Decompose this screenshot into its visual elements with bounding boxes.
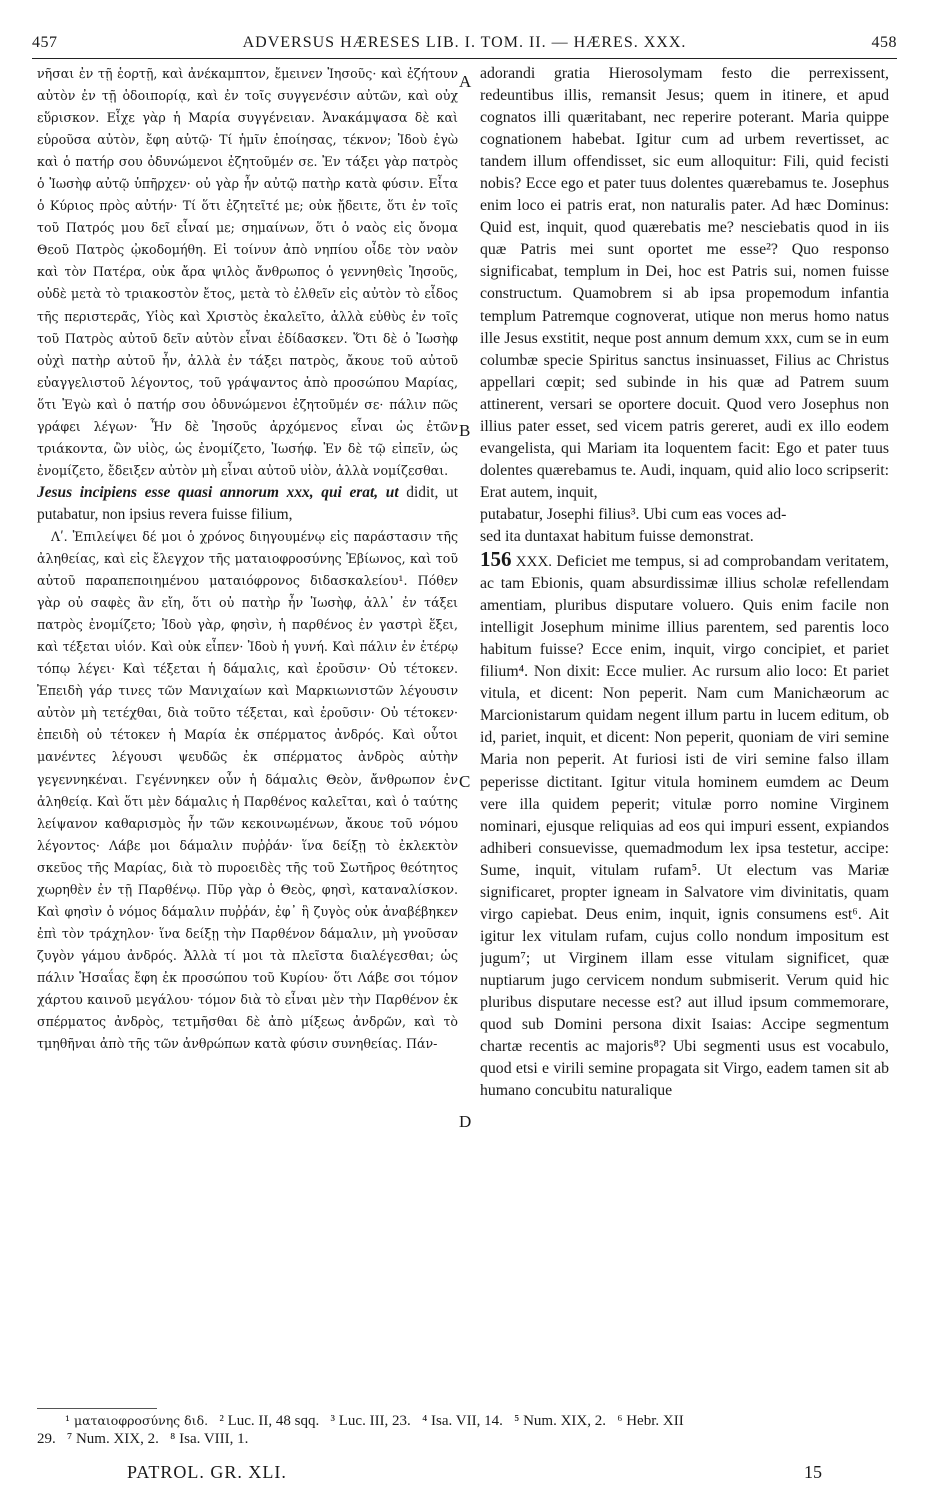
greek-column — [37, 63, 458, 1055]
collection-label: PATROL. GR. XLI. — [127, 1462, 287, 1482]
footnote-6-continued: 29. — [37, 1431, 56, 1447]
section-heading: XXX. — [515, 554, 553, 571]
margin-marker-c: C — [459, 772, 471, 791]
running-header — [32, 32, 897, 58]
footnote-6: ⁶ Hebr. XII — [617, 1413, 684, 1429]
margin-marker-d: D — [459, 1112, 472, 1131]
latin-lemma-line — [37, 482, 458, 526]
latin-paragraph-1-end: sed ita duntaxat habitum fuisse demonstrat. — [480, 527, 754, 545]
lemma-continuation: didit, ut putabatur, non ipsius revera fuisse filium, — [37, 483, 458, 523]
latin-paragraph-1: adorandi gratia Hierosolymam festo die perrexissent, redeuntibus illis, remansit Jesus; quem in itinere, et apud cognatos illi quæritabant, nec reperire poterant. Maria quippe cognationem habebat. Igitur cum ad urbem revertisset, ac tandem illum offendisset, sic eum alloquitur: Fili, quid fecisti nobis? Ecce ego et pater tuus dolentes quærebamus te. Josephus enim loco ei patris erat, non naturalis pater. Ad hæc Dominus: Quid est, inquit, quod quærebatis me? nesciebatis quod in iis quæ Patris mei sunt oportet me esse²? Quo responso significabat, templum in Dei, hoc est Patris sui, nomen fuisse constructum. Quamobrem si ab ipsa propemodum infantia templum Patremque cognoverat, utique non merus homo natus ille Jesus exstitit, neque post annum demum xxx, cum se in eum columbæ specie Spiritus sanctus insinuasset, Filius ac Christus appellari cœpit; sed subinde in his quæ ad Patrem suum attinerent, versari se oportere docuit. Quod vero Josephus non illius pater esset, sed vicem patris gereret, audi ex illo eodem evangelista, qui Mariam ita loquentem facit: Ego et pater tuus dolentes quærebamus te. Audi, inquam, quid alio loco scripserit: Erat autem, inquit, — [480, 65, 889, 501]
footnote-2: ² Luc. II, 48 sqq. — [219, 1413, 320, 1429]
footnote-5: ⁵ Num. XIX, 2. — [514, 1413, 606, 1429]
greek-paragraph-2: Λʹ. Ἐπιλείψει δέ μοι ὁ χρόνος διηγουμένῳ εἰς παράστασιν τῆς ἀληθείας, καὶ εἰς ἔλεγχον τῆς ματαιοφροσύνης Ἐβίωνος, καὶ τοῦ αὐτοῦ παραπεποιημένου ματαιόφρονος διδασκαλείου¹. Πόθεν γὰρ οὐ σαφὲς ἂν εἴη, ὅτι οὐ πατὴρ ἦν Ἰωσὴφ, ἀλλ᾽ ἐν τάξει πατρὸς ἐνομίζετο; Ἰδοὺ γὰρ, φησὶν, ἡ παρθένος ἐν γαστρὶ ἕξει, καὶ τέξεται υἱόν. Καὶ οὐκ εἶπεν· Ἰδοὺ ἡ γυνή. Καὶ πάλιν ἐν ἑτέρῳ τόπῳ λέγει· Καὶ τέξεται ἡ δάμαλις, καὶ ἐροῦσιν· Οὐ τέτοκεν. Ἐπειδὴ γάρ τινες τῶν Μανιχαίων καὶ Μαρκιωνιστῶν λέγουσιν αὐτὸν μὴ τετέχθαι, διὰ τοῦτο τέξεται, καὶ ἐροῦσιν· Οὐ τέτοκεν· ἐπειδὴ οὐ τέτοκεν ἡ Μαρία ἐκ σπέρματος ἀνδρός. Καὶ οὗτοι μανέντες λέγουσι ψευδῶς ἐκ σπέρματος ἀνδρὸς αὐτὴν γεγεννηκέναι. Γεγέννηκεν οὖν ἡ δάμαλις Θεὸν, ἄνθρωπον ἐν ἀληθείᾳ. Καὶ ὅτι μὲν δάμαλις ἡ Παρθένος καλεῖται, καὶ ὁ ταύτης λείψανον καθαρισμὸς ἦν τῶν κεκοινωμένων, ἄκουε τοῦ νόμου λέγοντος· Λάβε μοι δάμαλιν πυῤῥάν· ἵνα δείξῃ τὸ ἐκλεκτὸν σκεῦος τῆς Μαρίας, διὰ τὸ πυροειδὲς τῆς τοῦ Σωτῆρος θεότητος χωρηθὲν ἐν τῇ Παρθένῳ. Πῦρ γὰρ ὁ Θεὸς, φησὶ, καταναλίσκον. Καὶ φησὶν ὁ νόμος δάμαλιν πυῤῥάν, ἐφ᾽ ἣ ζυγὸς οὐκ ἀναβέβηκεν ἐπὶ τὸν τράχηλον· ἵνα δείξῃ τὴν Παρθένον δάμαλιν, μὴ γνοῦσαν ζυγὸν γάμου ἀνδρός. Ἀλλὰ τί μοι τὰ πλεῖστα διαλέγεσθαι; ὡς πάλιν Ἡσαΐας ἔφη ἐκ προσώπου τοῦ Κυρίου· ὅτι Λάβε σοι τόμον χάρτου καινοῦ μεγάλου· τόμον διὰ τὸ εἶναι μὲν τὴν Παρθένον ἐκ σπέρματος ἀνδρὸς, τετμῆσθαι δὲ ἀπὸ μίξεως ἀνδρῶν, καὶ τὸ τμηθῆναι ἀπὸ τῆς τῶν ἀνθρώπων κατὰ φύσιν συνηθείας. Πάν- — [37, 528, 458, 1052]
footnote-7: ⁷ Num. XIX, 2. — [67, 1431, 159, 1447]
page-footer — [127, 1462, 822, 1486]
footnote-8: ⁸ Isa. VIII, 1. — [170, 1431, 249, 1447]
margin-marker-b: B — [459, 421, 471, 440]
footnote-1: ¹ ματαιοφροσύνης διδ. — [65, 1413, 209, 1428]
footnote-rule — [37, 1408, 157, 1409]
running-title: ADVERSUS HÆRESES LIB. I. TOM. II. — HÆRES. XXX. — [242, 34, 687, 51]
page-number-left: 457 — [32, 34, 58, 51]
margin-marker-a: A — [459, 72, 472, 91]
footnote-3: ³ Luc. III, 23. — [330, 1413, 411, 1429]
footnotes — [37, 1412, 897, 1448]
latin-paragraph-1-tail: putabatur, Josephi filius³. Ubi cum eas voces ad- — [480, 505, 787, 523]
latin-paragraph-2-text: Deficiet me tempus, si ad comprobandam veritatem, ac tam Ebionis, quam absurdissimæ illius scholæ refellendam amentiam, pluribus disputare voluero. Quis enim facile non intelligit Josephum minime illius parentem, sed parentis loco habitum fuisse? Ecce enim, inquit, virgo concipiet, et pariet filium⁴. Non dixit: Ecce mulier. Ac rursum alio loco: Et pariet vitula, et dicent: Non peperit. Nam cum Manichæorum ac Marcionistarum quidam negent illum partu in lucem editum, ob id, pariet, inquit, et dicent: Non peperit, quoniam de viri semine Maria non peperit. At furiosi isti de viri semine falso illam peperisse dictitant. Igitur vitula hominem eumdem ac Deum vere illa quidem peperit; vitulæ porro nomine Virginem nominari, ejusque reliquias ad eos qui impuri essent, expiandos adhiberi consuevisse, quemadmodum lex ipsa testetur, accipe: Sume, inquit, vitulam rufam⁵. Ut electum vas Mariæ significaret, propter igneam in Salvatore vim divinitatis, quam virgo capiebat. Deus enim, inquit, ignis consumens est⁶. Ait igitur lex vitulam rufam, cujus collo nondum impositum est jugum⁷; ut Virginem illam esse vitulam significet, quæ nuptiarum jugo cervicem nondum submiserit. Verum quid hic pluribus disputare necesse est? aut illud ipsum commemorare, quod sub Domini persona dixit Isaias: Accipe segmentum chartæ recentis ac majoris⁸? Ubi segmenti usus est vocabulo, quod etsi e virili semine propagata sit Virgo, eadem tamen sit ab humano concubitu naturalique — [480, 553, 889, 1100]
greek-paragraph-1: νῆσαι ἐν τῇ ἑορτῇ, καὶ ἀνέκαμπτον, ἔμεινεν Ἰησοῦς· καὶ ἐζήτουν αὐτὸν ἐν τῇ ὁδοιπορίᾳ, καὶ ἐν τοῖς συγγενέσιν αὐτῶν, καὶ οὐχ εὕρισκον. Εἶχε γὰρ ἡ Μαρία συγγένειαν. Ἀνακάμψασα δὲ καὶ εὑροῦσα αὐτὸν, ἔφη αὐτῷ· Τί ἡμῖν ἐποίησας, τέκνον; Ἰδοὺ ἐγὼ καὶ ὁ πατήρ σου ὀδυνώμενοι ἐζητοῦμέν σε. Ἐν τάξει γὰρ πατρὸς ὁ Ἰωσὴφ αὐτῷ ὑπῆρχεν· οὐ γὰρ ἦν αὐτῷ πατὴρ κατὰ φύσιν. Εἶτα ὁ Κύριος πρὸς αὐτήν· Τί ὅτι ἐζητεῖτέ με; οὐκ ᾔδειτε, ὅτι ἐν τοῖς τοῦ Πατρός μου δεῖ εἶναί με; σημαίνων, ὅτι ὁ ναὸς εἰς ὄνομα Θεοῦ Πατρὸς ᾠκοδομήθη. Εἰ τοίνυν ἀπὸ νηπίου οἶδε τὸν ναὸν καὶ τὸν Πατέρα, οὐκ ἄρα ψιλὸς ἄνθρωπος ὁ γεννηθεὶς Ἰησοῦς, οὐδὲ μετὰ τὸ τριακοστὸν ἔτος, μετὰ τὸ ἐλθεῖν εἰς αὐτὸν τὸ εἶδος τῆς περιστερᾶς, Υἱὸς καὶ Χριστὸς ἐκαλεῖτο, ἀλλὰ εὐθὺς ἐν τοῖς τοῦ Πατρὸς αὐτοῦ δεῖν αὐτὸν εἶναι ἐδίδασκεν. Ὅτι δὲ ὁ Ἰωσὴφ οὐχὶ πατὴρ αὐτοῦ ἦν, ἀλλὰ ἐν τάξει πατρὸς, ἄκουε τοῦ αὐτοῦ εὐαγγελιστοῦ λέγοντος, τοῦ γράψαντος ἀπὸ προσώπου Μαρίας, ὅτι Ἐγὼ καὶ ὁ πατήρ σου ὀδυνώμενοι ἐζητοῦμέν σε· πάλιν πῶς γράφει λέγων· Ἦν δὲ Ἰησοῦς ἀρχόμενος εἶναι ὡς ἐτῶν τριάκοντα, ὢν υἱὸς, ὡς ἐνομίζετο, Ἰωσήφ. Ἐν δὲ τῷ εἰπεῖν, ὡς ἐνομίζετο, ἔδειξεν αὐτὸν μὴ εἶναι αὐτοῦ υἱὸν, ἀλλὰ νομίζεσθαι. — [37, 66, 458, 478]
page-number-right: 458 — [871, 34, 897, 51]
section-number: 156 — [480, 547, 512, 572]
signature-mark: 15 — [804, 1462, 822, 1482]
latin-column — [480, 63, 889, 1102]
latin-paragraph-2 — [480, 548, 889, 1102]
lemma-text: Jesus incipiens esse quasi annorum xxx, qui erat, ut — [37, 483, 399, 501]
header-rule — [32, 58, 897, 59]
footnote-4: ⁴ Isa. VII, 14. — [422, 1413, 503, 1429]
